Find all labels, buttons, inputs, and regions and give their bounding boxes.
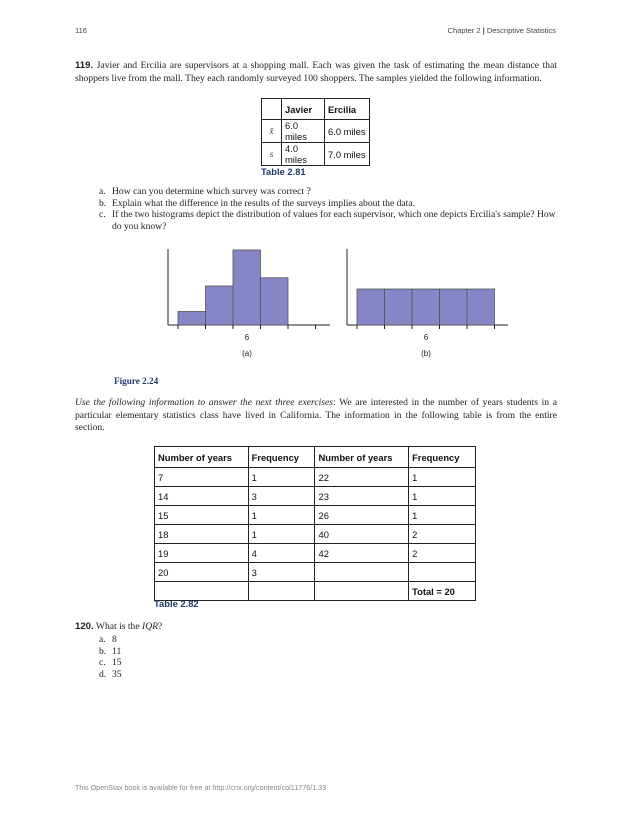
header-frequency-1: Frequency	[248, 447, 315, 468]
sd-symbol: s	[262, 143, 282, 166]
table-row	[155, 582, 476, 601]
table-row	[155, 487, 476, 506]
list-item	[99, 669, 299, 681]
chapter-header	[448, 26, 556, 35]
question-119-parts	[99, 186, 557, 232]
header-years-2: Number of years	[315, 447, 409, 468]
histogram-a-bars	[178, 250, 288, 325]
part-letter: a.	[99, 186, 106, 197]
table-2-81	[261, 98, 370, 166]
histogram-a-bar	[233, 250, 261, 325]
table-2-81-header-blank	[262, 99, 282, 120]
part-text: Explain what the difference in the results of the surveys implies about the data.	[112, 197, 416, 209]
cell-frequency: 2	[409, 525, 476, 544]
header-years-1: Number of years	[155, 447, 249, 468]
histogram-b-bar	[467, 289, 495, 325]
cell-frequency: 1	[248, 468, 315, 487]
histogram-a-bar	[178, 312, 206, 326]
question-119-number: 119.	[75, 60, 94, 71]
list-item	[99, 657, 299, 669]
list-item	[99, 646, 299, 658]
cell-years: 22	[315, 468, 409, 487]
histogram-b-tick-label: 6	[423, 333, 429, 342]
javier-sd: 4.0 miles	[282, 143, 325, 166]
cell-frequency	[248, 582, 315, 601]
option-letter: b.	[99, 645, 107, 657]
table-2-82-caption: Table 2.82	[154, 598, 199, 609]
histogram-a-label: (a)	[242, 349, 252, 358]
cell-years: 15	[155, 506, 249, 525]
chapter-separator: |	[480, 26, 487, 35]
histogram-b-bar	[385, 289, 413, 325]
histogram-b-bars	[357, 289, 495, 325]
cell-years: 18	[155, 525, 249, 544]
footer: This OpenStax book is available for free at http://cnx.org/content/col11776/1.33	[75, 783, 327, 792]
histogram-b-label: (b)	[421, 349, 431, 358]
histogram-b-bar	[440, 289, 468, 325]
cell-frequency: 1	[409, 468, 476, 487]
list-item	[99, 634, 299, 646]
option-text: 11	[112, 645, 122, 657]
cell-frequency: 3	[248, 487, 315, 506]
cell-years: 19	[155, 544, 249, 563]
table-2-81-header-javier: Javier	[282, 99, 325, 120]
list-item	[99, 209, 557, 232]
intro-text: : We are interested in the number of years students in a particular elementary statistics class have lived in California. The information in the following table is from the entire section.	[75, 397, 558, 433]
part-letter: c.	[99, 209, 106, 220]
table-row	[262, 143, 370, 166]
option-text: 8	[112, 634, 117, 645]
list-item	[99, 186, 557, 198]
chapter-title: Descriptive Statistics	[486, 26, 556, 35]
cell-frequency: 1	[248, 506, 315, 525]
table-row	[155, 468, 476, 487]
header-frequency-2: Frequency	[409, 447, 476, 468]
cell-years: 40	[315, 525, 409, 544]
cell-frequency: 4	[248, 544, 315, 563]
cell-total: Total = 20	[409, 582, 476, 601]
part-text: If the two histograms depict the distribution of values for each supervisor, which one depicts Ercilia's sample? How do you know?	[112, 209, 556, 232]
option-text: 35	[112, 668, 122, 680]
cell-frequency: 3	[248, 563, 315, 582]
part-text: How can you determine which survey was correct ?	[112, 186, 311, 197]
chapter-number: Chapter 2	[447, 26, 481, 35]
histogram-a-tick-label: 6	[244, 333, 250, 342]
javier-mean: 6.0 miles	[282, 120, 325, 143]
question-120-text-after: ?	[158, 621, 163, 632]
histogram-b-bar	[357, 289, 385, 325]
option-text: 15	[112, 657, 122, 668]
cell-years	[315, 563, 409, 582]
table-row	[262, 120, 370, 143]
ercilia-mean: 6.0 miles	[325, 120, 370, 143]
question-120	[75, 621, 557, 634]
table-2-81-header-row	[262, 99, 370, 120]
intro-paragraph	[75, 397, 557, 435]
histogram-a	[168, 249, 330, 358]
cell-frequency: 1	[409, 506, 476, 525]
histogram-b-bar	[412, 289, 440, 325]
histogram-a-ticks	[178, 325, 316, 329]
question-119-text: Javier and Ercilia are supervisors at a shopping mall. Each was given the task of estimating the mean distance that shoppers live from the mall. They each randomly surveyed 100 shoppers. The samples yielded the following information.	[75, 60, 557, 84]
cell-years: 26	[315, 506, 409, 525]
cell-years: 23	[315, 487, 409, 506]
table-2-82	[154, 446, 476, 601]
intro-italic: Use the following information to answer the next three exercises	[75, 397, 334, 408]
histogram-b-ticks	[357, 325, 495, 329]
question-120-text-italic: IQR	[142, 621, 158, 632]
cell-years: 14	[155, 487, 249, 506]
cell-frequency: 2	[409, 544, 476, 563]
cell-years: 42	[315, 544, 409, 563]
mean-symbol: x̄	[262, 120, 282, 143]
figure-2-24	[150, 242, 510, 362]
table-2-81-header-ercilia: Ercilia	[325, 99, 370, 120]
part-letter: b.	[99, 197, 107, 209]
histogram-a-bar	[206, 286, 234, 325]
table-row	[155, 506, 476, 525]
question-120-options	[99, 634, 299, 680]
cell-frequency	[409, 563, 476, 582]
option-letter: a.	[99, 634, 106, 645]
cell-years: 7	[155, 468, 249, 487]
table-row	[155, 544, 476, 563]
table-row	[155, 525, 476, 544]
list-item	[99, 198, 557, 210]
question-119	[75, 60, 557, 85]
question-120-text-before: What is the	[95, 621, 143, 632]
histogram-a-bar	[261, 278, 289, 325]
table-2-82-header-row	[155, 447, 476, 468]
ercilia-sd: 7.0 miles	[325, 143, 370, 166]
figure-2-24-caption: Figure 2.24	[114, 376, 159, 386]
cell-frequency: 1	[409, 487, 476, 506]
cell-frequency: 1	[248, 525, 315, 544]
cell-years: 20	[155, 563, 249, 582]
table-2-81-caption: Table 2.81	[261, 166, 306, 177]
page-number: 116	[75, 26, 87, 35]
question-120-number: 120.	[75, 621, 94, 632]
histogram-b	[347, 249, 508, 358]
table-row	[155, 563, 476, 582]
option-letter: d.	[99, 668, 107, 680]
cell-years	[315, 582, 409, 601]
option-letter: c.	[99, 657, 106, 668]
